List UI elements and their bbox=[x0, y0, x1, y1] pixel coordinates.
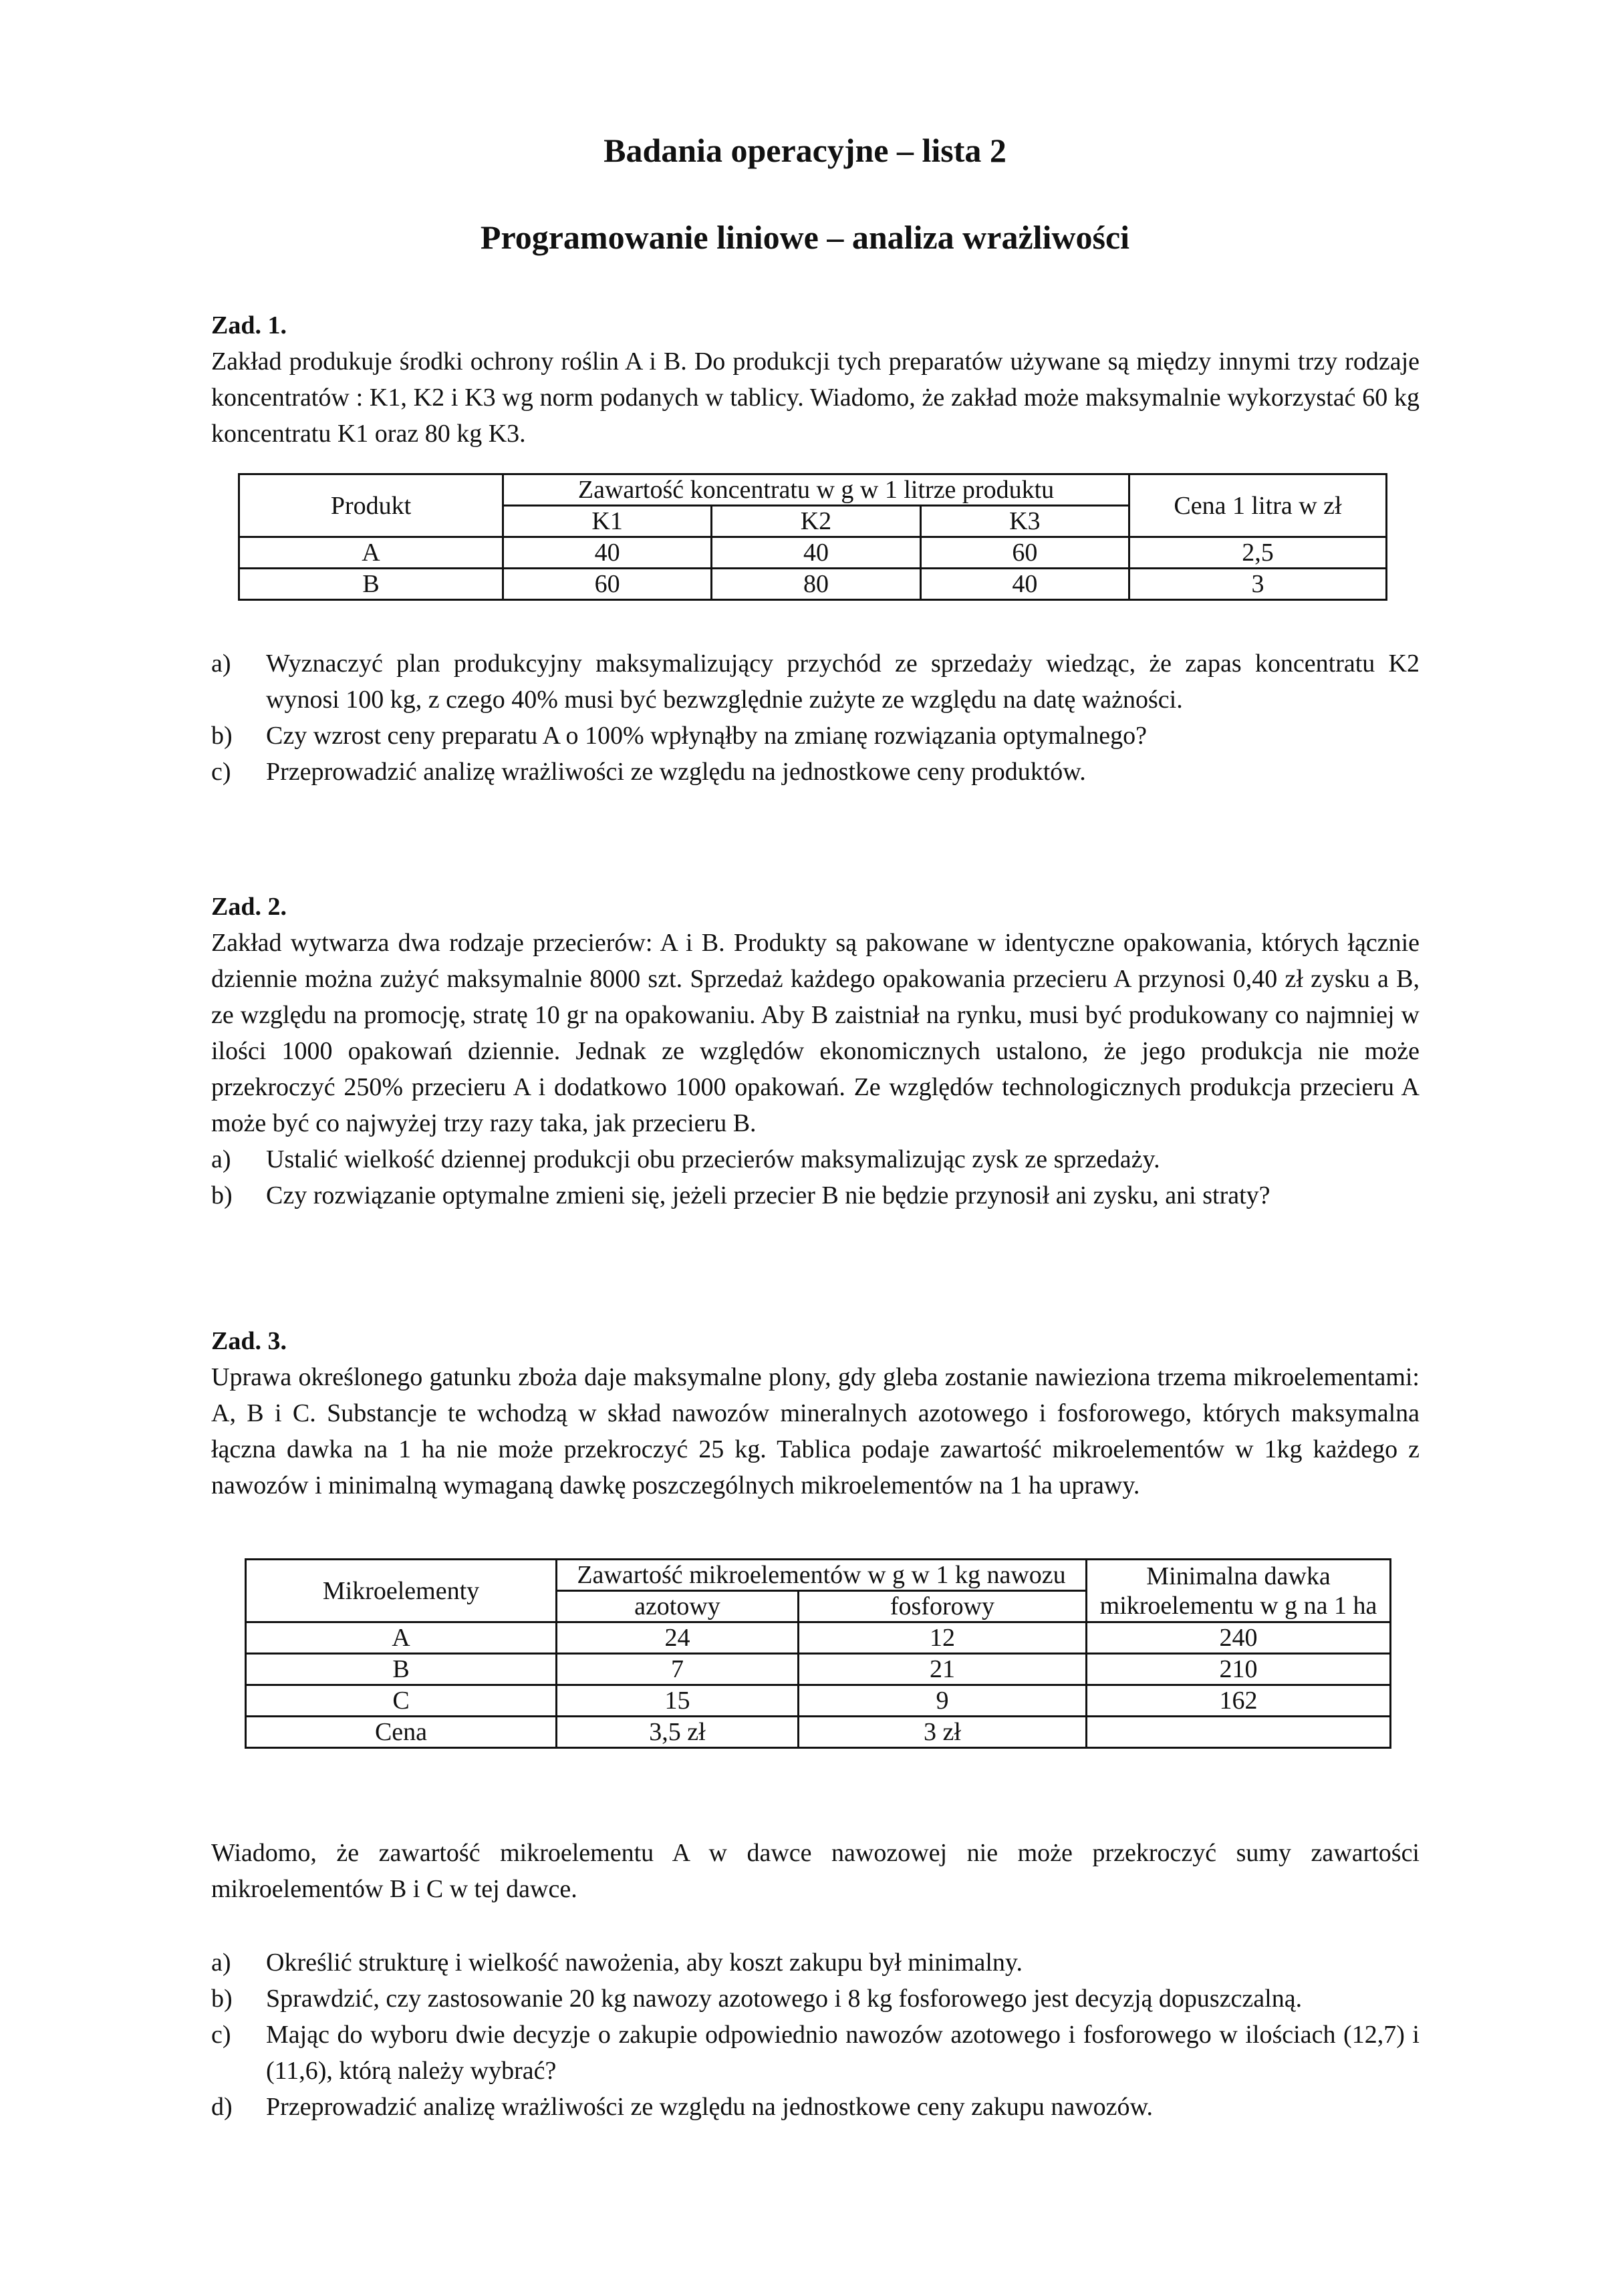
table-row bbox=[239, 537, 1387, 569]
zad3-note-text: Wiadomo, że zawartość mikroelementu A w dawce nawozowej nie może przekroczyć sumy zawartości mikroelementów B i C w tej dawce. bbox=[211, 1839, 1420, 1903]
table-cell: 24 bbox=[557, 1622, 799, 1654]
table-subheader-azotowy: azotowy bbox=[557, 1591, 799, 1622]
table-cell: 12 bbox=[798, 1622, 1086, 1654]
list-item bbox=[211, 2017, 1420, 2089]
table-row bbox=[246, 1654, 1391, 1685]
table-cell: 2,5 bbox=[1129, 537, 1387, 569]
table-cell: A bbox=[239, 537, 503, 569]
item-letter: a) bbox=[211, 650, 231, 678]
table-row bbox=[239, 569, 1387, 600]
table-row bbox=[246, 1685, 1391, 1717]
zad1-section bbox=[211, 307, 1420, 452]
list-item bbox=[211, 1945, 1420, 1981]
table-cell: 7 bbox=[557, 1654, 799, 1685]
table-subheader-fosforowy: fosforowy bbox=[798, 1591, 1086, 1622]
zad3-questions bbox=[211, 1945, 1420, 2125]
table-cell: 40 bbox=[503, 537, 712, 569]
item-letter: a) bbox=[211, 1949, 231, 1977]
item-text: Ustalić wielkość dziennej produkcji obu przecierów maksymalizując zysk ze sprzedaży. bbox=[266, 1145, 1160, 1173]
table-cell: 9 bbox=[798, 1685, 1086, 1717]
item-text: Przeprowadzić analizę wrażliwości ze względu na jednostkowe ceny produktów. bbox=[266, 758, 1086, 786]
table-cell: 40 bbox=[920, 569, 1129, 600]
item-text: Wyznaczyć plan produkcyjny maksymalizujący przychód ze sprzedaży wiedząc, że zapas koncentratu K2 wynosi 100 kg, z czego 40% musi być bezwzględnie zużyte ze względu na datę ważności. bbox=[266, 650, 1420, 714]
item-letter: c) bbox=[211, 2021, 231, 2049]
list-item bbox=[211, 1177, 1420, 1213]
item-letter: d) bbox=[211, 2093, 233, 2121]
item-text: Sprawdzić, czy zastosowanie 20 kg nawozy azotowego i 8 kg fosforowego jest decyzją dopuszczalną. bbox=[266, 1985, 1303, 2013]
table-cell: 60 bbox=[503, 569, 712, 600]
table-cell: 21 bbox=[798, 1654, 1086, 1685]
table-header-micro: Mikroelementy bbox=[246, 1560, 557, 1622]
table-cell: A bbox=[246, 1622, 557, 1654]
table-cell: 210 bbox=[1087, 1654, 1391, 1685]
table-header-price: Cena 1 litra w zł bbox=[1129, 474, 1387, 537]
item-letter: b) bbox=[211, 1985, 233, 2013]
table-row bbox=[246, 1622, 1391, 1654]
zad1-questions bbox=[211, 645, 1420, 790]
table-cell: C bbox=[246, 1685, 557, 1717]
list-item bbox=[211, 1141, 1420, 1177]
item-text: Czy wzrost ceny preparatu A o 100% wpłynąłby na zmianę rozwiązania optymalnego? bbox=[266, 722, 1147, 750]
zad1-table bbox=[238, 473, 1387, 601]
table-cell: 80 bbox=[712, 569, 920, 600]
table-cell bbox=[1087, 1717, 1391, 1748]
zad2-section bbox=[211, 889, 1420, 1213]
page-subtitle: Programowanie liniowe – analiza wrażliwości bbox=[480, 219, 1130, 256]
table-cell: 240 bbox=[1087, 1622, 1391, 1654]
item-letter: a) bbox=[211, 1145, 231, 1173]
item-letter: b) bbox=[211, 722, 233, 750]
item-text: Mając do wyboru dwie decyzje o zakupie odpowiednio nawozów azotowego i fosforowego w ilościach (12,7) i (11,6), którą należy wybrać? bbox=[266, 2021, 1420, 2085]
table-cell: B bbox=[246, 1654, 557, 1685]
table-subheader-k2: K2 bbox=[712, 506, 920, 537]
table-subheader-k3: K3 bbox=[920, 506, 1129, 537]
table-header-min: Minimalna dawka mikroelementu w g na 1 ha bbox=[1087, 1560, 1391, 1622]
table-header-content: Zawartość koncentratu w g w 1 litrze produktu bbox=[503, 474, 1129, 506]
table-header-product: Produkt bbox=[239, 474, 503, 537]
item-text: Czy rozwiązanie optymalne zmieni się, jeżeli przecier B nie będzie przynosił ani zysku, ani straty? bbox=[266, 1181, 1270, 1209]
item-text: Przeprowadzić analizę wrażliwości ze względu na jednostkowe ceny zakupu nawozów. bbox=[266, 2093, 1153, 2121]
zad3-heading: Zad. 3. bbox=[211, 1327, 287, 1355]
zad3-section bbox=[211, 1323, 1420, 1503]
zad1-text: Zakład produkuje środki ochrony roślin A i B. Do produkcji tych preparatów używane są między innymi trzy rodzaje koncentratów : K1, K2 i K3 wg norm podanych w tablicy. Wiadomo, że zakład może maksymalnie wykorzystać 60 kg koncentratu K1 oraz 80 kg K3. bbox=[211, 347, 1420, 448]
list-item bbox=[211, 2089, 1420, 2125]
item-letter: c) bbox=[211, 758, 231, 786]
zad2-heading: Zad. 2. bbox=[211, 893, 287, 921]
list-item bbox=[211, 754, 1420, 790]
table-cell: 162 bbox=[1087, 1685, 1391, 1717]
zad3-table bbox=[245, 1558, 1391, 1749]
table-cell: 3 bbox=[1129, 569, 1387, 600]
table-cell: 15 bbox=[557, 1685, 799, 1717]
table-cell: B bbox=[239, 569, 503, 600]
table-cell: 3,5 zł bbox=[557, 1717, 799, 1748]
table-cell: 3 zł bbox=[798, 1717, 1086, 1748]
table-subheader-k1: K1 bbox=[503, 506, 712, 537]
zad3-text: Uprawa określonego gatunku zboża daje maksymalne plony, gdy gleba zostanie nawieziona trzema mikroelementami: A, B i C. Substancje te wchodzą w skład nawozów mineralnych azotowego i fosforowego, których maksymalna łączna dawka na 1 ha nie może przekroczyć 25 kg. Tablica podaje zawartość mikroelementów w 1kg każdego z nawozów i minimalną wymaganą dawkę poszczególnych mikroelementów na 1 ha uprawy. bbox=[211, 1363, 1420, 1499]
table-row bbox=[246, 1717, 1391, 1748]
table-cell: 60 bbox=[920, 537, 1129, 569]
item-letter: b) bbox=[211, 1181, 233, 1209]
list-item bbox=[211, 645, 1420, 718]
list-item bbox=[211, 1981, 1420, 2017]
zad1-heading: Zad. 1. bbox=[211, 311, 287, 339]
zad3-note bbox=[211, 1835, 1420, 1907]
list-item bbox=[211, 718, 1420, 754]
item-text: Określić strukturę i wielkość nawożenia, aby koszt zakupu był minimalny. bbox=[266, 1949, 1023, 1977]
page-title: Badania operacyjne – lista 2 bbox=[603, 132, 1007, 169]
zad2-text: Zakład wytwarza dwa rodzaje przecierów: A i B. Produkty są pakowane w identyczne opakowania, których łącznie dziennie można zużyć maksymalnie 8000 szt. Sprzedaż każdego opakowania przecieru A przynosi 0,40 zł zysku a B, ze względu na promocję, stratę 10 gr na opakowaniu. Aby B zaistniał na rynku, musi być produkowany co najmniej w ilości 1000 opakowań dziennie. Jednak ze względów ekonomicznych ustalono, że jego produkcja nie może przekroczyć 250% przecieru A i dodatkowo 1000 opakowań. Ze względów technologicznych produkcja przecieru A może być co najwyżej trzy razy taka, jak przecieru B. bbox=[211, 929, 1420, 1137]
table-cell: 40 bbox=[712, 537, 920, 569]
table-cell: Cena bbox=[246, 1717, 557, 1748]
table-header-content: Zawartość mikroelementów w g w 1 kg nawozu bbox=[557, 1560, 1087, 1591]
